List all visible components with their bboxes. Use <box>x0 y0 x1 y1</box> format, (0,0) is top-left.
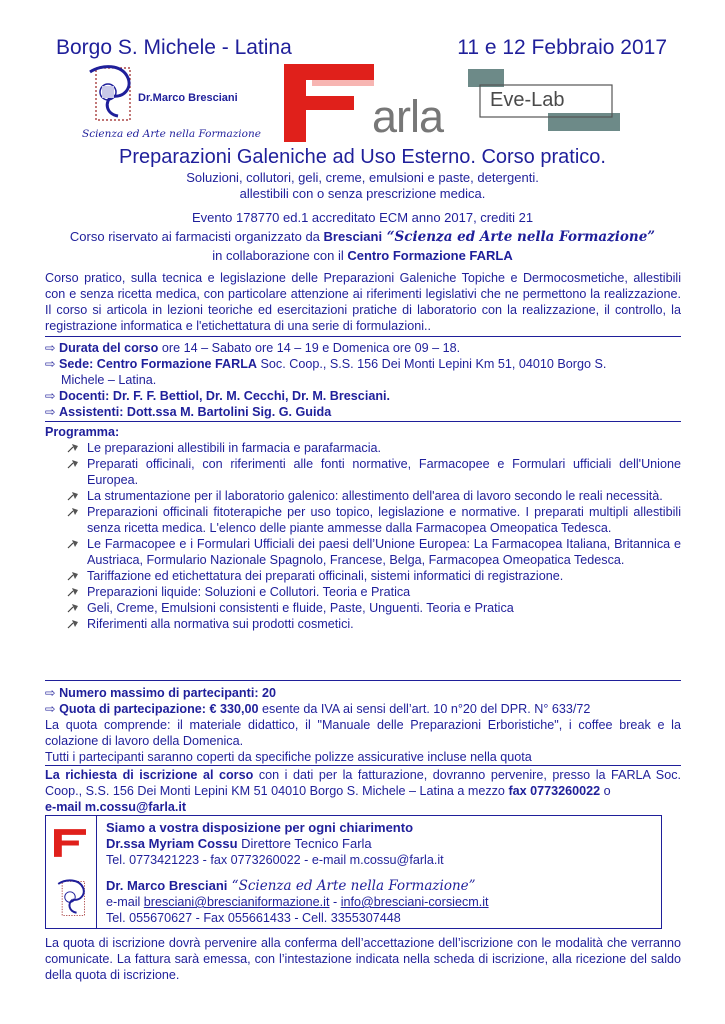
fee-includes: La quota comprende: il materiale didattico, il "Manuale delle Preparazioni Erboristiche", i coffee break e la colazione di lavoro della Domenica. <box>45 718 681 748</box>
event-date: 11 e 12 Febbraio 2017 <box>457 36 667 59</box>
assistants-row <box>45 404 681 420</box>
organizer-line <box>0 229 725 245</box>
contact-bresciani <box>106 878 656 926</box>
venue-value: Soc. Coop., S.S. 156 Dei Monti Lepini Km 51, 04010 Borgo S. <box>257 357 607 371</box>
fee-row <box>45 701 681 717</box>
program-item-text: Preparazioni officinali fitoterapiche per uso topico, legislazione e normative. I preparati multipli allestibili senza ricetta medica. L'elenco delle piante ammesse dalla Farmacopea Omeopatica Tedesca. <box>87 505 681 535</box>
registration-or: o <box>600 784 611 798</box>
contact-heading: Siamo a vostra disposizione per ogni chiarimento <box>106 820 414 835</box>
email-link-bresciani[interactable]: bresciani@brescianiformazione.it <box>143 895 330 909</box>
fee-label: Quota di partecipazione: € 330,00 <box>59 702 259 716</box>
collaboration-prefix: in collaborazione con il <box>212 248 348 263</box>
evelab-logo <box>466 67 626 135</box>
arrow-right-icon: ⇨ <box>45 389 56 403</box>
program-item-text: La strumentazione per il laboratorio galenico: allestimento dell'area di lavoro secondo le reali necessità. <box>87 489 663 503</box>
program-item <box>66 600 681 616</box>
assistants-text: Assistenti: Dott.ssa M. Bartolini Sig. G. Guida <box>59 405 332 419</box>
contact-farla-name-row <box>106 836 656 852</box>
pushpin-icon <box>66 458 80 470</box>
divider <box>45 336 681 337</box>
program-item-text: Preparazioni liquide: Soluzioni e Collutori. Teoria e Pratica <box>87 585 411 599</box>
pushpin-icon <box>66 442 80 454</box>
farla-f-icon <box>284 64 374 142</box>
program-item <box>66 536 681 568</box>
teachers-row <box>45 388 681 404</box>
bresciani-logo <box>82 58 262 144</box>
venue-continuation: Michele – Latina. <box>61 373 157 387</box>
email-prefix: e-mail <box>106 895 144 909</box>
contact-farla-phone: Tel. 0773421223 - fax 0773260022 - e-mail m.cossu@farla.it <box>106 853 444 867</box>
contact-bresciani-motto: “Scienza ed Arte nella Formazione” <box>227 878 476 894</box>
program-item <box>66 568 681 584</box>
pushpin-icon <box>66 490 80 502</box>
program-item-text: Le preparazioni allestibili in farmacia e parafarmacia. <box>87 441 381 455</box>
footer-paragraph: La quota di iscrizione dovrà pervenire alla conferma dell’accettazione dell’iscrizione con le modalità che verranno comunicate. La fattura sarà emessa, con l’intestazione indicata nella scheda di iscrizione, alla ricezione del saldo della quota di iscrizione. <box>45 936 681 982</box>
bresciani-logo-tagline: Scienza ed Arte nella Formazione <box>82 128 261 140</box>
program-list <box>66 440 681 632</box>
contact-bresciani-phone: Tel. 055670627 - Fax 055661433 - Cell. 3355307448 <box>106 911 401 925</box>
arrow-right-icon: ⇨ <box>45 686 60 700</box>
contact-bresciani-name: Dr. Marco Bresciani <box>106 878 228 893</box>
email-separator: - <box>329 895 341 909</box>
contact-box-separator <box>96 816 97 928</box>
max-participants-row <box>45 685 681 701</box>
duration-value: ore 14 – Sabato ore 14 – 19 e Domenica ore 09 – 18. <box>158 341 461 355</box>
bresciani-emblem-icon <box>53 876 87 922</box>
fee-value: esente da IVA ai sensi dell’art. 10 n°20 del DPR. N° 633/72 <box>258 702 591 716</box>
program-item <box>66 456 681 488</box>
pushpin-icon <box>66 506 80 518</box>
program-item-text: Preparati officinali, con riferimenti alle fonti normative, Farmacopee e Formulari ufficiali dell'Unione Europea. <box>87 457 681 487</box>
divider <box>45 421 681 422</box>
registration-label: La richiesta di iscrizione al corso <box>45 768 254 782</box>
venue-row <box>45 356 681 372</box>
course-subtitle-1: Soluzioni, collutori, geli, creme, emulsioni e paste, detergenti. <box>186 170 539 185</box>
program-item <box>66 488 681 504</box>
arrow-right-icon: ⇨ <box>45 702 60 716</box>
program-item <box>66 616 681 632</box>
pushpin-icon <box>66 618 80 630</box>
registration-fax: fax 0773260022 <box>508 784 601 798</box>
teachers-text: Docenti: Dr. F. F. Bettiol, Dr. M. Cecchi, Dr. M. Bresciani. <box>59 389 391 403</box>
contact-farla <box>106 820 656 868</box>
arrow-right-icon: ⇨ <box>45 341 56 355</box>
course-subtitle-2: allestibili con o senza prescrizione medica. <box>239 186 486 201</box>
pushpin-icon <box>66 570 80 582</box>
participation-section <box>45 685 681 765</box>
divider <box>45 765 681 766</box>
program-item-text: Le Farmacopee e i Formulari Ufficiali dei paesi dell’Unione Europea: La Farmacopea Italiana, Britannica e Austriaca, Formulario Nazionale Spagnolo, Francese, Belga, Farmacopea Omeopatica Tedesca. <box>87 537 681 567</box>
pushpin-icon <box>66 538 80 550</box>
course-title: Preparazioni Galeniche ad Uso Esterno. Corso pratico. <box>119 146 606 168</box>
duration-label: Durata del corso <box>59 341 159 355</box>
registration-text: con i dati per la fatturazione, dovranno pervenire, presso la FARLA Soc. Coop., S.S. 156 Dei Monti Lepini KM 51 04010 Borgo S. Michele – Latina a mezzo <box>45 768 681 798</box>
collaboration-name: Centro Formazione FARLA <box>347 248 513 263</box>
venue-label: Sede: Centro Formazione FARLA <box>59 357 258 371</box>
program-heading: Programma: <box>45 425 120 439</box>
insurance-note: Tutti i partecipanti saranno coperti da specifiche polizze assicurative incluse nella quota <box>45 750 532 764</box>
pushpin-icon <box>66 586 80 598</box>
ecm-accreditation: Evento 178770 ed.1 accreditato ECM anno 2017, crediti 21 <box>191 210 534 225</box>
intro-paragraph: Corso pratico, sulla tecnica e legislazione delle Preparazioni Galeniche Topiche e Dermocosmetiche, allestibili con e senza ricetta medica, con particolare attenzione ai riferimenti legislativi che ne permettono la realizzazione. Il corso si articola in lezioni teoriche ed esercitazioni pratiche di laboratorio con la realizzazione, il controllo, la registrazione informatica e l'etichettatura di una serie di formulazioni.. <box>45 271 681 333</box>
organizer-motto: “Scienza ed Arte nella Formazione” <box>382 229 656 245</box>
program-item-text: Tariffazione ed etichettatura dei preparati officinali, sistemi informatici di registrazione. <box>87 569 564 583</box>
contact-bresciani-emails <box>106 894 656 910</box>
program-item <box>66 584 681 600</box>
pushpin-icon <box>66 602 80 614</box>
program-item <box>66 504 681 536</box>
event-location: Borgo S. Michele - Latina <box>56 36 292 59</box>
contact-farla-name: Dr.ssa Myriam Cossu <box>106 836 238 851</box>
divider <box>45 680 681 681</box>
organizer-name: Bresciani <box>323 229 383 244</box>
program-item-text: Riferimenti alla normativa sui prodotti cosmetici. <box>87 617 354 631</box>
arrow-right-icon: ⇨ <box>45 405 56 419</box>
duration-row <box>45 340 681 356</box>
arrow-right-icon: ⇨ <box>45 357 56 371</box>
farla-logo-word: arla <box>372 91 444 142</box>
registration-email: e-mail m.cossu@farla.it <box>45 800 187 814</box>
organizer-prefix: Corso riservato ai farmacisti organizzato da <box>69 229 324 244</box>
bresciani-logo-name: Dr.Marco Bresciani <box>138 92 238 104</box>
email-link-info[interactable]: info@bresciani-corsiecm.it <box>340 895 489 909</box>
contact-box <box>45 815 662 929</box>
course-details <box>45 340 681 420</box>
registration-paragraph <box>45 767 681 815</box>
max-participants: Numero massimo di partecipanti: 20 <box>59 686 277 700</box>
collaboration-line <box>0 248 725 263</box>
program-item-text: Geli, Creme, Emulsioni consistenti e fluide, Paste, Unguenti. Teoria e Pratica <box>87 601 514 615</box>
contact-farla-role: Direttore Tecnico Farla <box>237 836 372 851</box>
farla-logo <box>284 64 444 142</box>
contact-bresciani-name-row <box>106 878 656 894</box>
farla-f-icon <box>54 824 86 862</box>
program-item <box>66 440 681 456</box>
bresciani-emblem-icon <box>82 62 134 128</box>
evelab-logo-word: Eve-Lab <box>490 89 565 111</box>
